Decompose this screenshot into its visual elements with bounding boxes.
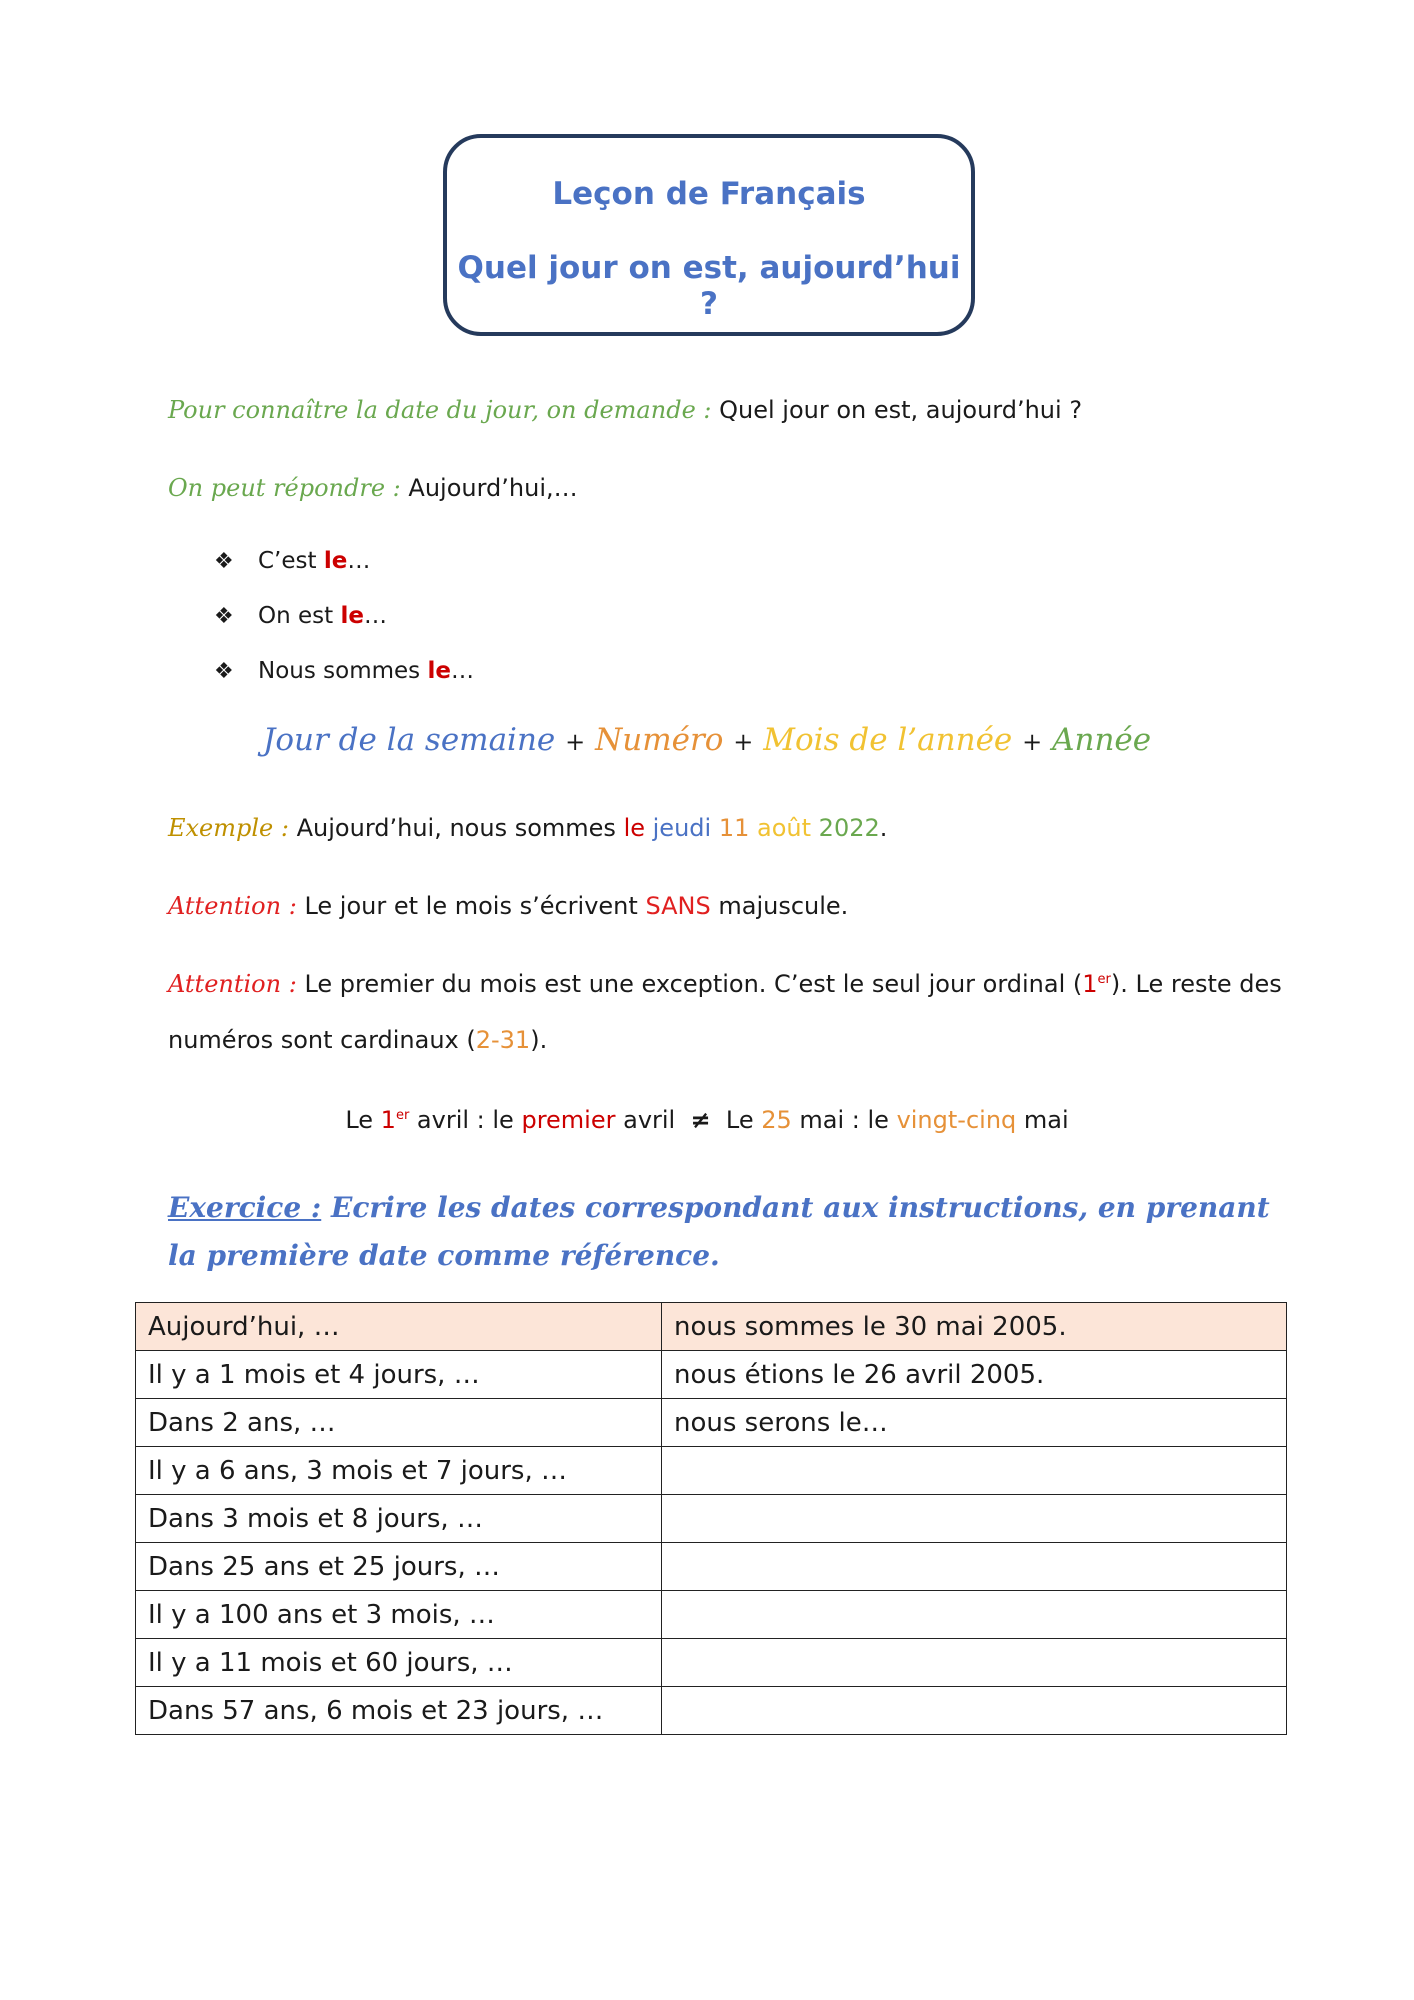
comparison-number: 25 xyxy=(761,1106,792,1134)
bullet-highlight: le xyxy=(340,603,364,629)
comparison-sup: er xyxy=(395,1108,410,1123)
bullet-highlight: le xyxy=(323,548,348,574)
formula-plus: + xyxy=(565,728,586,756)
cardinal-text: numéros sont cardinaux ( xyxy=(168,1026,476,1054)
lesson-title: Leçon de Français xyxy=(552,176,866,212)
table-cell-answer[interactable] xyxy=(662,1591,1287,1639)
table-cell-answer[interactable] xyxy=(662,1639,1287,1687)
attention-ordinal-line xyxy=(168,970,1282,998)
title-box xyxy=(443,134,975,336)
comparison-word: premier xyxy=(521,1106,616,1134)
table-row xyxy=(136,1303,1287,1351)
formula-day: Jour de la semaine xyxy=(262,722,556,758)
example-day: jeudi xyxy=(652,814,712,842)
table-cell-answer[interactable] xyxy=(662,1495,1287,1543)
diamond-bullet-icon: ❖ xyxy=(214,604,234,629)
bullet-text: Nous sommes xyxy=(258,658,428,684)
attention-ordinal-line2 xyxy=(168,1026,547,1054)
table-row xyxy=(136,1447,1287,1495)
table-cell-instruction: Il y a 100 ans et 3 mois, … xyxy=(136,1591,662,1639)
bullet-suffix: … xyxy=(347,548,371,574)
exercise-table xyxy=(135,1302,1287,1735)
comparison-text: mai : le xyxy=(791,1106,897,1134)
comparison-line xyxy=(0,1106,1414,1134)
table-cell-answer: nous serons le… xyxy=(662,1399,1287,1447)
table-row xyxy=(136,1351,1287,1399)
comparison-text: mai xyxy=(1016,1106,1069,1134)
table-cell-instruction: Dans 57 ans, 6 mois et 23 jours, … xyxy=(136,1687,662,1735)
attention-text: Le premier du mois est une exception. C’est le seul jour ordinal ( xyxy=(304,970,1083,998)
bullet-highlight: le xyxy=(427,658,451,684)
comparison-word: vingt-cinq xyxy=(896,1106,1017,1134)
example-month: août xyxy=(757,814,812,842)
ordinal-suffix: er xyxy=(1097,972,1111,987)
table-row xyxy=(136,1591,1287,1639)
table-row xyxy=(136,1399,1287,1447)
table-cell-answer[interactable] xyxy=(662,1687,1287,1735)
date-formula xyxy=(0,722,1414,758)
diamond-bullet-icon: ❖ xyxy=(214,659,234,684)
table-cell-answer: nous étions le 26 avril 2005. xyxy=(662,1351,1287,1399)
bullet-item xyxy=(214,603,387,629)
example-line xyxy=(168,814,887,842)
formula-month: Mois de l’année xyxy=(763,722,1013,758)
intro-question xyxy=(168,396,1082,424)
example-text: Aujourd’hui, nous sommes xyxy=(296,814,624,842)
bullet-item xyxy=(214,548,370,574)
formula-plus: + xyxy=(733,728,754,756)
answer-text: Aujourd’hui,… xyxy=(408,474,578,502)
comparison-number: 1 xyxy=(380,1106,396,1134)
question-text: Quel jour on est, aujourd’hui ? xyxy=(719,396,1083,424)
formula-number: Numéro xyxy=(595,722,724,758)
exercise-instruction: Ecrire les dates correspondant aux instructions, en prenant la première date comme référence. xyxy=(168,1191,1270,1272)
diamond-bullet-icon: ❖ xyxy=(214,549,234,574)
attention-label: Attention : xyxy=(168,970,297,998)
example-year: 2022 xyxy=(818,814,880,842)
attention-text-end: ). Le reste des xyxy=(1110,970,1282,998)
comparison-text: avril : le xyxy=(409,1106,522,1134)
example-le: le xyxy=(623,814,645,842)
attention-text: Le jour et le mois s’écrivent xyxy=(304,892,646,920)
intro-answer xyxy=(168,474,578,502)
bullet-item xyxy=(214,658,474,684)
exercise-title xyxy=(168,1184,1278,1280)
attention-text-end: majuscule. xyxy=(710,892,849,920)
not-equal-icon: ≠ xyxy=(690,1106,711,1134)
cardinal-range: 2-31 xyxy=(475,1026,531,1054)
attention-case-line xyxy=(168,892,848,920)
bullet-suffix: … xyxy=(450,658,474,684)
attention-label: Attention : xyxy=(168,892,297,920)
table-row xyxy=(136,1687,1287,1735)
table-row xyxy=(136,1639,1287,1687)
table-cell-instruction: Dans 2 ans, … xyxy=(136,1399,662,1447)
table-cell-answer: nous sommes le 30 mai 2005. xyxy=(662,1303,1287,1351)
comparison-text: Le xyxy=(725,1106,762,1134)
attention-highlight: SANS xyxy=(645,892,711,920)
example-end: . xyxy=(879,814,888,842)
table-cell-answer[interactable] xyxy=(662,1447,1287,1495)
table-cell-answer[interactable] xyxy=(662,1543,1287,1591)
cardinal-text-end: ). xyxy=(530,1026,548,1054)
comparison-text: Le xyxy=(345,1106,381,1134)
example-label: Exemple : xyxy=(168,814,289,842)
comparison-text: avril xyxy=(615,1106,676,1134)
table-cell-instruction: Il y a 6 ans, 3 mois et 7 jours, … xyxy=(136,1447,662,1495)
table-cell-instruction: Il y a 11 mois et 60 jours, … xyxy=(136,1639,662,1687)
answer-label: On peut répondre : xyxy=(168,474,401,502)
formula-plus: + xyxy=(1022,728,1043,756)
lesson-subtitle: Quel jour on est, aujourd’hui ? xyxy=(457,250,961,322)
table-cell-instruction: Il y a 1 mois et 4 jours, … xyxy=(136,1351,662,1399)
exercise-label: Exercice : xyxy=(168,1191,322,1224)
formula-year: Année xyxy=(1052,722,1152,758)
table-row xyxy=(136,1495,1287,1543)
table-cell-instruction: Aujourd’hui, … xyxy=(136,1303,662,1351)
table-row xyxy=(136,1543,1287,1591)
bullet-suffix: … xyxy=(363,603,387,629)
ordinal-number: 1 xyxy=(1082,970,1098,998)
example-number: 11 xyxy=(718,814,750,842)
table-cell-instruction: Dans 3 mois et 8 jours, … xyxy=(136,1495,662,1543)
bullet-text: C’est xyxy=(258,548,324,574)
question-label: Pour connaître la date du jour, on demande : xyxy=(168,396,712,424)
table-cell-instruction: Dans 25 ans et 25 jours, … xyxy=(136,1543,662,1591)
bullet-text: On est xyxy=(258,603,341,629)
